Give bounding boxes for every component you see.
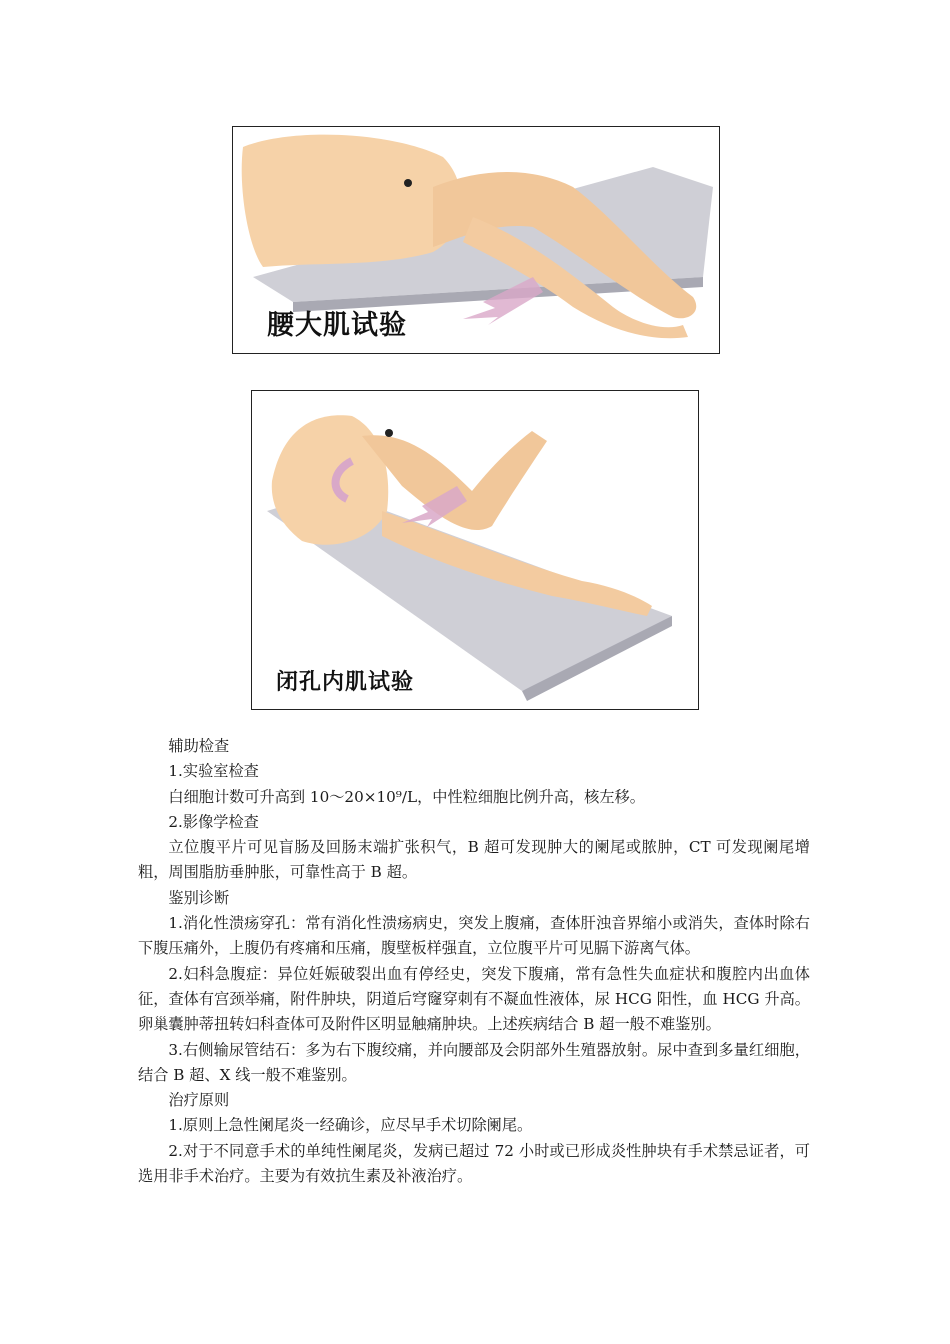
paragraph-lab-findings: 白细胞计数可升高到 10～20×10⁹/L，中性粒细胞比例升高，核左移。 [168, 787, 645, 806]
section-heading-auxiliary-exam: 辅助检查 [168, 737, 230, 755]
document-body [138, 734, 810, 1189]
paragraph-treatment-2: 2.对于不同意手术的单纯性阑尾炎，发病已超过 72 小时或已形成炎性肿块有手术禁忌证者，可选用非手术治疗。主要为有效抗生素及补液治疗。 [138, 1141, 810, 1186]
subheading-lab-exam: 1.实验室检查 [168, 762, 259, 781]
obturator-test-figure [251, 390, 699, 710]
figure-caption: 腰大肌试验 [267, 310, 407, 341]
obturator-test-illustration [252, 391, 698, 709]
paragraph-ureteral-stone: 3.右侧输尿管结石：多为右下腹绞痛，并向腰部及会阴部外生殖器放射。尿中查到多量红细胞，结合 B 超、X 线一般不难鉴别。 [138, 1040, 810, 1084]
paragraph-imaging-findings: 立位腹平片可见盲肠及回肠末端扩张积气，B 超可发现肿大的阑尾或脓肿，CT 可发现阑尾增粗，周围脂肪垂肿胀，可靠性高于 B 超。 [138, 838, 810, 882]
paragraph-treatment-1: 1.原则上急性阑尾炎一经确诊，应尽早手术切除阑尾。 [168, 1116, 533, 1135]
subheading-imaging-exam: 2.影像学检查 [168, 812, 259, 831]
section-heading-differential-diagnosis: 鉴别诊断 [168, 888, 230, 907]
section-heading-treatment: 治疗原则 [168, 1091, 230, 1110]
psoas-test-figure [232, 126, 720, 354]
figure-caption: 闭孔内肌试验 [276, 670, 415, 695]
paragraph-gynecologic: 2.妇科急腹症：异位妊娠破裂出血有停经史，突发下腹痛，常有急性失血症状和腹腔内出血体征，查体有宫颈举痛，附件肿块，阴道后穹窿穿刺有不凝血性液体，尿 HCG 阳性，血 HCG 升高。卵巢囊肿蒂扭转妇科查体可及附件区明显触痛肿块。上述疾病结合 B 超一般不难鉴别。 [138, 964, 810, 1034]
paragraph-peptic-ulcer: 1.消化性溃疡穿孔：常有消化性溃疡病史，突发上腹痛，查体肝浊音界缩小或消失，查体时除右下腹压痛外，上腹仍有疼痛和压痛，腹壁板样强直，立位腹平片可见膈下游离气体。 [138, 914, 810, 958]
